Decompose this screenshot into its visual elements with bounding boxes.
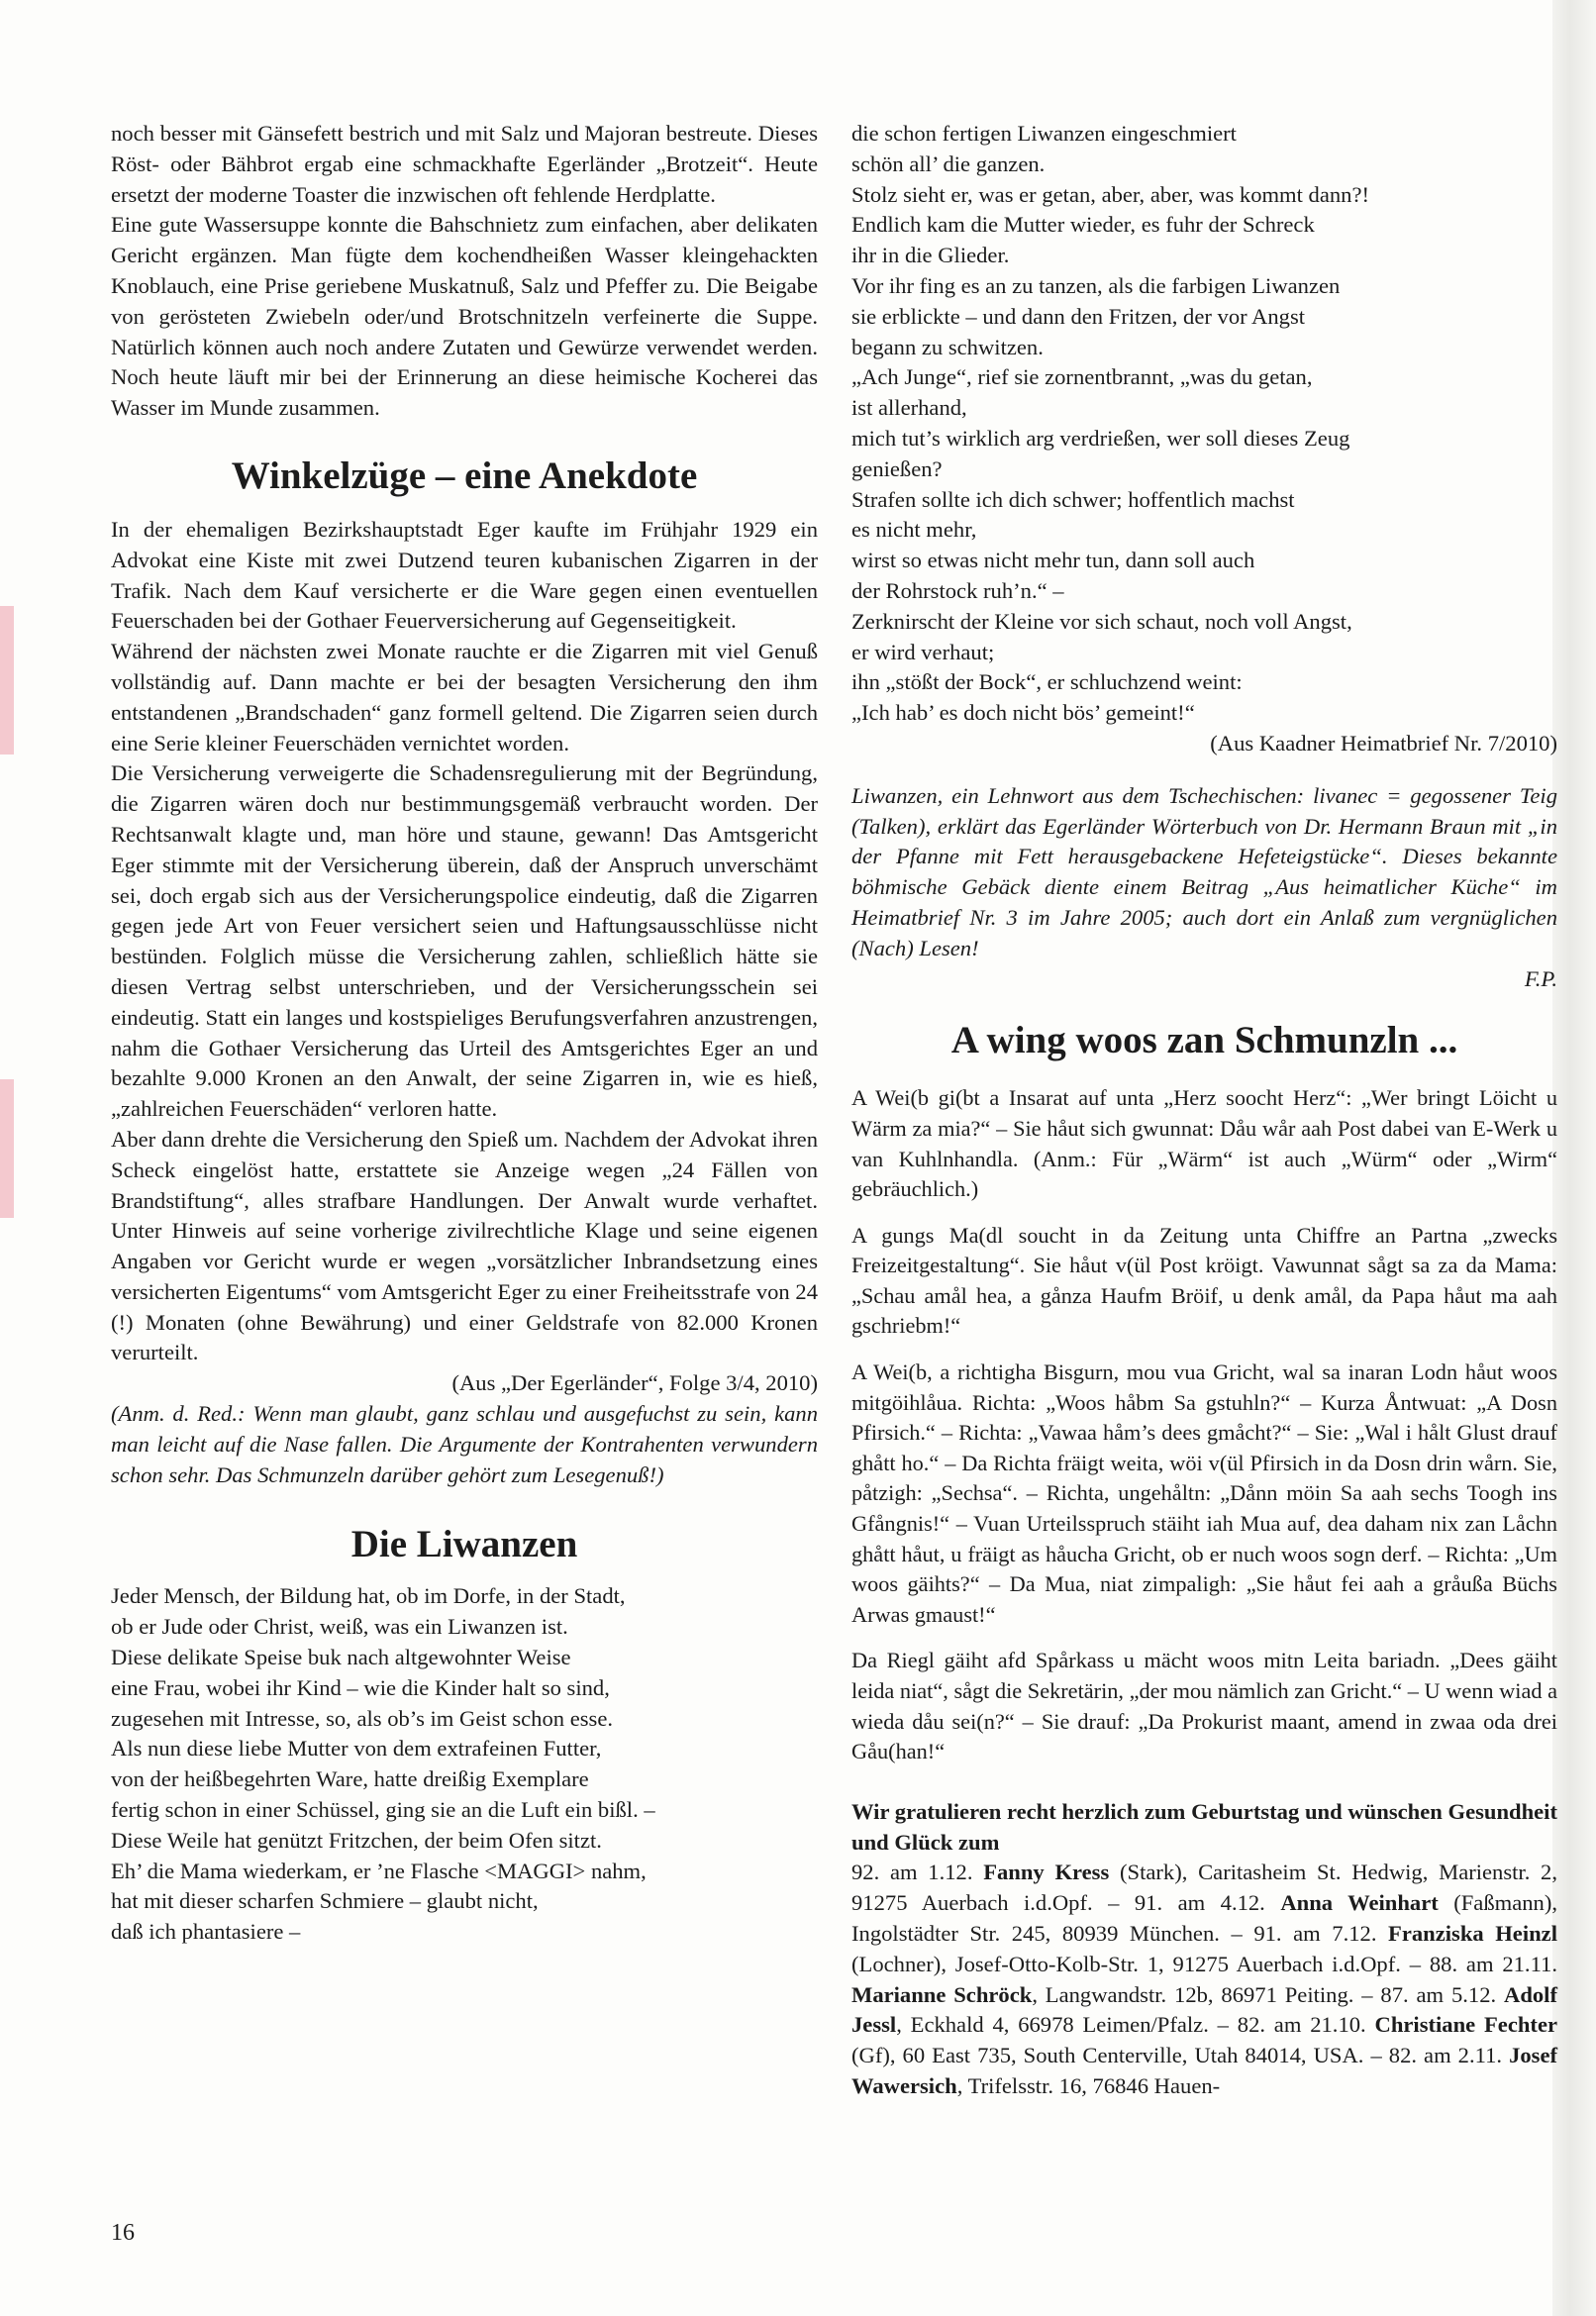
birthday-entry: 82. am 21.10. Christiane Fechter (Gf), 60 East 735, South Centerville, Utah 84014, USA. – [851,2012,1557,2068]
birthday-name: Marianne Schröck [851,1981,1033,2007]
article-paragraph: Die Versicherung verweigerte die Schadensregulierung mit der Begründung, die Zigarren wären doch nur bestimmungsgemäß verbraucht worden. Der Rechtsanwalt klagte und, man höre und staune, gewann! Das Amtsgericht Eger stimmte mit der Versicherung überein, daß der Anspruch unverschämt sei, doch ergab sich aus der Versicherungspolice eindeutig, daß die Zigarren gegen jede Art von Feuer versichert seien und Haftungsausschlüsse nicht bestünden. Folglich müsse die Versicherung zahlen, schließlich hätte sie diesen Vertrag selbst unterschrieben, und der Versicherungsschein sei eindeutig. Statt ein langes und kostspieliges Berufungsverfahren anzustrengen, nahm die Gothaer Versicherung das Urteil des Amtsgerichtes Eger an und bezahlte 9.000 Kronen an den Anwalt, der seine Zigarren in, wie es hieß, „zahlreichen Feuerschäden“ verloren hatte. [111,760,818,1122]
article-title-liwanzen: Die Liwanzen [350,1523,578,1566]
liwanzen-note-block [851,781,1557,995]
article-title-winkelzuege: Winkelzüge – eine Anekdote [231,453,698,497]
intro-paragraph: Eine gute Wassersuppe konnte die Bahschnietz zum einfachen, aber delikaten Gericht ergänzen. Man fügte dem kochendheißen Wasser kleingehackten Knoblauch, eine Prise geriebene Muskatnuß, Salz und Pfeffer zu. Die Beigabe von gerösteten Zwiebeln oder/und Brotschnitzeln verfeinerte die Suppe. Natürlich können auch noch andere Zutaten und Gewürze verwendet werden. Noch heute läuft mir bei der Erinnerung an diese heimische Kocherei das Wasser im Munde zusammen. [111,212,818,421]
dialect-anecdotes [851,1083,1557,1766]
poem-part-2: die schon fertigen Liwanzen eingeschmiert schön all’ die ganzen. Stolz sieht er, was er getan, aber, aber, was kommt dann?! Endlich kam die Mutter wieder, es fuhr der Schreck ihr in die Glieder. Vor ihr fing es an zu tanzen, als die farbigen Liwanzen sie erblickte – und dann den Fritzen, der vor Angst begann zu schwitzen. „Ach Junge“, rief sie zornentbrannt, „was du getan, ist allerhand, mich tut’s wirklich arg verdrießen, wer soll dieses Zeug genießen? Strafen sollte ich dich schwer; hoffentlich machst es nicht mehr, wirst so etwas nicht mehr tun, dann soll auch der Rohrstock ruh’n.“ – Zerknirscht der Kleine vor sich schaut, noch voll Angst, er wird verhaut; ihn „stößt der Bock“, er schluchzend weint: „Ich hab’ es doch nicht bös’ gemeint!“ [851,121,1370,726]
anecdote-paragraph: Da Riegl gäiht afd Spårkass u mächt woos mitn Leita bariadn. „Dees gäiht leida niat“, sågt die Sekretärin, „der mou nämlich zan Gricht.“ – U wenn wiad a wieda dåu sei(n?“ – Sie drauf: „Da Prokurist maant, amend in zwaa oda drei Gåu(han!“ [851,1648,1557,1764]
left-column [111,119,818,1948]
article-paragraph: Während der nächsten zwei Monate rauchte er die Zigarren mit viel Genuß vollständig auf. Dann machte er bei der besagten Versicherung den ihm entstandenen „Brandschaden“ ganz formell geltend. Die Zigarren seien durch eine Serie kleiner Feuerschäden vernichtet worden. [111,639,818,755]
birthday-entry: 87. am 5.12. Adolf Jessl, Eckhald 4, 66978 Leimen/Pfalz. – [851,1981,1557,2038]
birthday-entry: 91. am 4.12. Anna Weinhart (Faßmann), Ingolstädter Str. 245, 80939 München. – [851,1890,1557,1946]
birthday-name: Fanny Kress [983,1860,1110,1885]
intro-paragraph: noch besser mit Gänsefett bestrich und mit Salz und Majoran bestreute. Dieses Röst- oder Bähbrot ergab eine schmackhafte Egerländer „Brotzeit“. Heute ersetzt der moderne Toaster die inzwischen oft fehlende Herdplatte. [111,121,818,207]
article-paragraph: Aber dann drehte die Versicherung den Spieß um. Nachdem der Advokat ihren Scheck eingelöst hatte, erstattete sie Anzeige wegen „24 Fällen von Brandstiftung“, alles strafbare Handlungen. Der Anwalt wurde verhaftet. Unter Hinweis auf seine vorherige zivilrechtliche Klage und seine eigenen Angaben vor Gericht wurde er wegen „vorsätzlicher Inbrandsetzung eines versicherten Eigentums“ vom Amtsgericht Eger zu einer Freiheitsstrafe von 24 (!) Monaten (ohne Bewährung) und einer Geldstrafe von 82.000 Kronen verurteilt. [111,1126,818,1365]
birthday-entry: 88. am 21.11. Marianne Schröck, Langwandstr. 12b, 86971 Peiting. – [851,1951,1557,2007]
poem-source: (Aus Kaadner Heimatbrief Nr. 7/2010) [1210,730,1557,755]
birthday-heading: Wir gratulieren recht herzlich zum Geburtstag und wünschen Gesundheit und Glück zum [851,1798,1557,1855]
article-paragraph: In der ehemaligen Bezirkshauptstadt Eger kaufte im Frühjahr 1929 ein Advokat eine Kiste mit zwei Dutzend teuren kubanischen Zigarren in der Trafik. Nach dem Kauf versicherte er die Ware gegen einen eventuellen Feuerschaden bei der Gothaer Feuerversicherung auf Gegenseitigkeit. [111,516,818,634]
editor-note: (Anm. d. Red.: Wenn man glaubt, ganz schlau und ausgefuchst zu sein, kann man leicht auf die Nase fallen. Die Argumente der Kontrahenten verwundern schon sehr. Das Schmunzeln darüber gehört zum Lesegenuß!) [111,1401,818,1487]
birthday-name: Josef Wawersich [851,2043,1558,2098]
birthday-name: Anna Weinhart [1280,1890,1439,1916]
edge-marker [0,1079,14,1218]
birthday-entry: 82. am 2.11. Josef Wawersich, Trifelsstr. 16, 76846 Hauen- [851,2043,1558,2098]
poem-part-1: Jeder Mensch, der Bildung hat, ob im Dorfe, in der Stadt, ob er Jude oder Christ, weiß, was ein Liwanzen ist. Diese delikate Speise buk nach altgewohnter Weise eine Frau, wobei ihr Kind – wie die Kinder halt so sind, zugesehen mit Intresse, so, als ob’s im Geist schon esse. Als nun diese liebe Mutter von dem extrafeinen Futter, von der heißbegehrten Ware, hatte dreißig Exemplare fertig schon in einer Schüssel, ging sie an die Luft ein bißl. – Diese Weile hat genützt Fritzchen, der beim Ofen sitzt. Eh’ die Mama wiederkam, er ’ne Flasche <MAGGI> nahm, hat mit dieser scharfen Schmiere – glaubt nicht, daß ich phantasiere – [111,1583,655,1945]
article-source: (Aus „Der Egerländer“, Folge 3/4, 2010) [451,1370,818,1396]
birthday-name: Christiane Fechter [1374,2012,1557,2038]
birthday-entry: 92. am 1.12. Fanny Kress (Stark), Caritasheim St. Hedwig, Marienstr. 2, 91275 Auerbach i.d.Opf. – [851,1860,1558,1916]
page-number: 16 [111,2220,135,2246]
birthday-name: Adolf Jessl [851,1981,1557,2038]
anecdote-paragraph: A Wei(b, a richtigha Bisgurn, mou vua Gricht, wal sa inaran Lodn håut woos mitgöihlåua. Richta: „Woos håbm Sa gstuhln?“ – Kurza Åntwuat: „A Dosn Pfirsich.“ – Richta: „Vawaa håm’s dees gmåcht?“ – Sie: „Wal i hålt Glust drauf ghått ho.“ – Da Richta fräigt weita, wöi v(ül Pfirsich in da Dosn drin wårn. Sie, påtzigh: „Sechsa“. – Richta, ungehåltn: „Dånn möin Sa aah sechs Toogh ins Gfångnis!“ – Vuan Urteilsspruch stäiht iah Mua auf, dea daham nix zan Låchn ghått håut, u fräigt as håucha Gricht, ob er nuch woos sogn derf. – Richta: „Um woos gäihts?“ – Da Mua, niat zimpaligh: „Sie håut fei aah a gråußa Büchs Arwas gmaust!“ [851,1359,1557,1627]
page-gutter-shadow [1552,0,1596,2316]
liwanzen-note: Liwanzen, ein Lehnwort aus dem Tschechischen: livanec = gegossener Teig (Talken), erklärt das Egerländer Wörterbuch von Dr. Hermann Braun mit „in der Pfanne mit Fett herausgebackene Hefeteigstücke“. Dieses bekannte böhmische Gebäck diente einem Beitrag „Aus heimatlicher Küche“ im Heimatbrief Nr. 3 im Jahre 2005; auch dort ein Anlaß zum vergnüglichen (Nach) Lesen! [851,782,1557,960]
anecdote-paragraph: A gungs Ma(dl soucht in da Zeitung unta Chiffre an Partna „zwecks Freizeitgestaltung“. Sie håut v(ül Post kröigt. Vawunnat sågt sa za da Mama: „Schau amål hea, a gånza Haufm Bröif, u denk amål, da Papa håut ma aah gschriebm!“ [851,1222,1557,1339]
article-title-schmunzeln: A wing woos zan Schmunzln ... [950,1019,1458,1062]
right-column [851,119,1557,2102]
liwanzen-note-signature: F.P. [1524,965,1557,991]
birthday-entry: 91. am 7.12. Franziska Heinzl (Lochner), Josef-Otto-Kolb-Str. 1, 91275 Auerbach i.d.Opf. – [851,1920,1557,1976]
anecdote-paragraph: A Wei(b gi(bt a Insarat auf unta „Herz soocht Herz“: „Wer bringt Löicht u Wärm za mia?“ – Sie håut sich gwunnat: Dåu wår aah Post dabei van E-Werk u van Kuhlnhandla. (Anm.: Für „Wärm“ ist auch „Würm“ oder „Wirm“ gebräuchlich.) [851,1085,1557,1202]
edge-marker [0,606,14,755]
birthday-name: Franziska Heinzl [1388,1920,1557,1946]
birthday-list [851,1858,1557,2101]
